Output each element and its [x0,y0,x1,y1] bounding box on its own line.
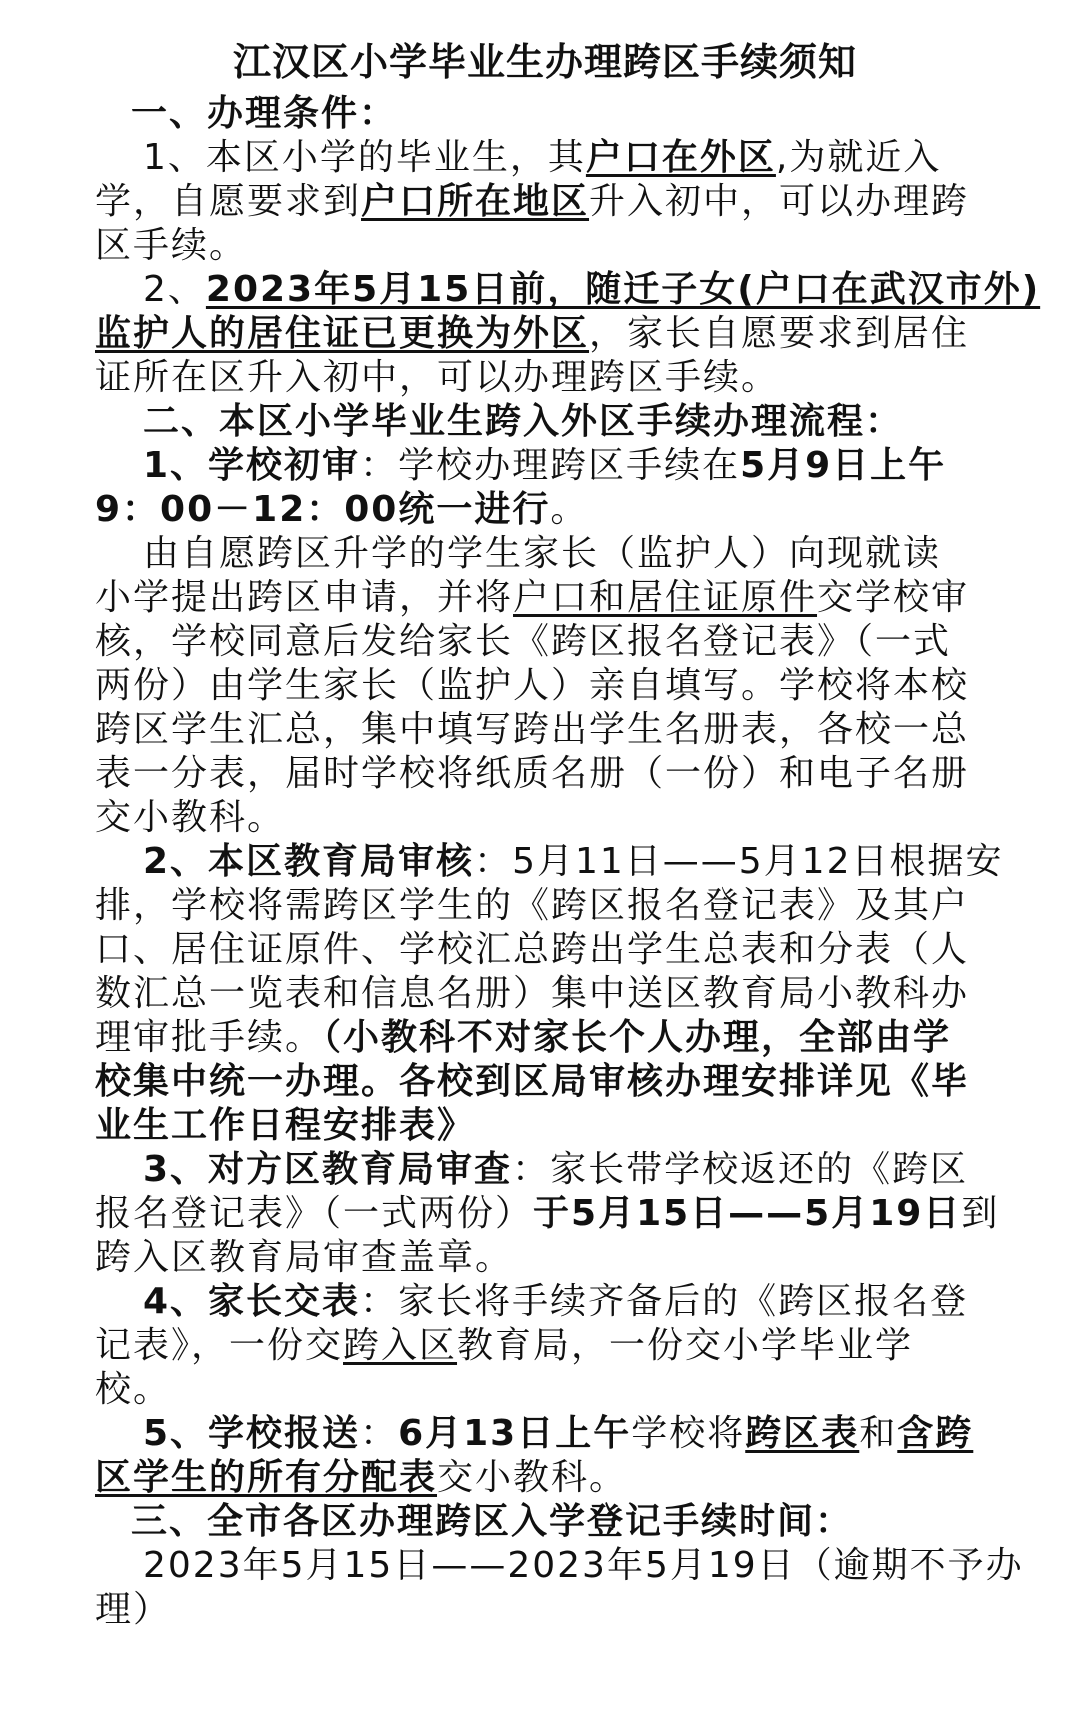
section-3-line-2: 理） [95,1589,172,1630]
step-2-line-1: 2、本区教育局审核：5月11日——5月12日根据安 [143,841,1004,882]
underlined-text: 监护人的居住证已更换为外区 [95,313,590,354]
step-4-line-3: 校。 [95,1369,172,1410]
step-2-line-7: 业生工作日程安排表》 [95,1105,476,1146]
underlined-text: 2023年5月15日前，随迁子女(户口在武汉市外) [205,269,1041,310]
step-1-body-line-7: 交小教科。 [95,797,286,838]
step-1-body-line-4: 两份）由学生家长（监护人）亲自填写。学校将本校 [95,665,970,706]
step-2-line-5: 理审批手续。（小教科不对家长个人办理，全部由学 [95,1017,952,1058]
step-4-line-2: 记表》，一份交跨入区教育局，一份交小学毕业学 [95,1325,914,1366]
section-2-heading: 二、本区小学毕业生跨入外区手续办理流程： [143,401,904,442]
section-3-heading: 三、全市各区办理跨区入学登记手续时间： [131,1501,854,1542]
step-2-line-2: 排，学校将需跨区学生的《跨区报名登记表》及其户 [95,885,970,926]
step-5-line-2: 区学生的所有分配表交小教科。 [95,1457,628,1498]
underlined-text: 区学生的所有分配表 [95,1457,438,1498]
document-title: 江汉区小学毕业生办理跨区手续须知 [232,40,857,84]
underlined-text: 跨入区 [343,1325,458,1366]
step-4-line-1: 4、家长交表：家长将手续齐备后的《跨区报名登 [143,1281,969,1322]
item-2-line-3: 证所在区升入初中，可以办理跨区手续。 [95,357,780,398]
underlined-text: 跨区表 [745,1413,860,1454]
step-3-line-1: 3、对方区教育局审查：家长带学校返还的《跨区 [143,1149,969,1190]
step-3-line-3: 跨入区教育局审查盖章。 [95,1237,514,1278]
underlined-text: 户口在外区 [585,137,776,178]
step-2-line-3: 口、居住证原件、学校汇总跨出学生总表和分表（人 [95,929,970,970]
step-1-body-line-2: 小学提出跨区申请，并将户口和居住证原件交学校审 [95,577,970,618]
step-1-body-line-3: 核，学校同意后发给家长《跨区报名登记表》（一式 [95,621,952,662]
underlined-text: 户口所在地区 [361,181,590,222]
step-1-body-line-5: 跨区学生汇总，集中填写跨出学生名册表，各校一总 [95,709,970,750]
step-5-line-1: 5、学校报送：6月13日上午学校将跨区表和含跨 [143,1413,974,1454]
item-2-line-2: 监护人的居住证已更换为外区，家长自愿要求到居住 [95,313,970,354]
step-1-body-line-1: 由自愿跨区升学的学生家长（监护人）向现就读 [143,533,942,574]
step-1-line-2: 9：00－12：00统一进行。 [95,489,589,530]
section-3-line-1: 2023年5月15日——2023年5月19日（逾期不予办 [143,1545,1024,1586]
step-1-body-line-6: 表一分表，届时学校将纸质名册（一份）和电子名册 [95,753,970,794]
underlined-text: 户口和居住证原件 [513,577,818,618]
step-2-line-4: 数汇总一览表和信息名册）集中送区教育局小教科办 [95,973,970,1014]
item-2-line-1: 2、2023年5月15日前，随迁子女(户口在武汉市外) [143,269,1041,310]
item-1-line-2: 学，自愿要求到户口所在地区升入初中，可以办理跨 [95,181,970,222]
step-3-line-2: 报名登记表》（一式两份）于5月15日——5月19日到 [95,1193,1000,1234]
step-2-line-6: 校集中统一办理。各校到区局审核办理安排详见《毕 [95,1061,970,1102]
step-1-line-1: 1、学校初审：学校办理跨区手续在5月9日上午 [143,445,947,486]
item-1-line-1: 1、本区小学的毕业生，其户口在外区,为就近入 [143,137,942,178]
underlined-text: 含跨 [897,1413,974,1454]
item-1-line-3: 区手续。 [95,225,248,266]
section-1-heading: 一、办理条件： [131,93,398,134]
